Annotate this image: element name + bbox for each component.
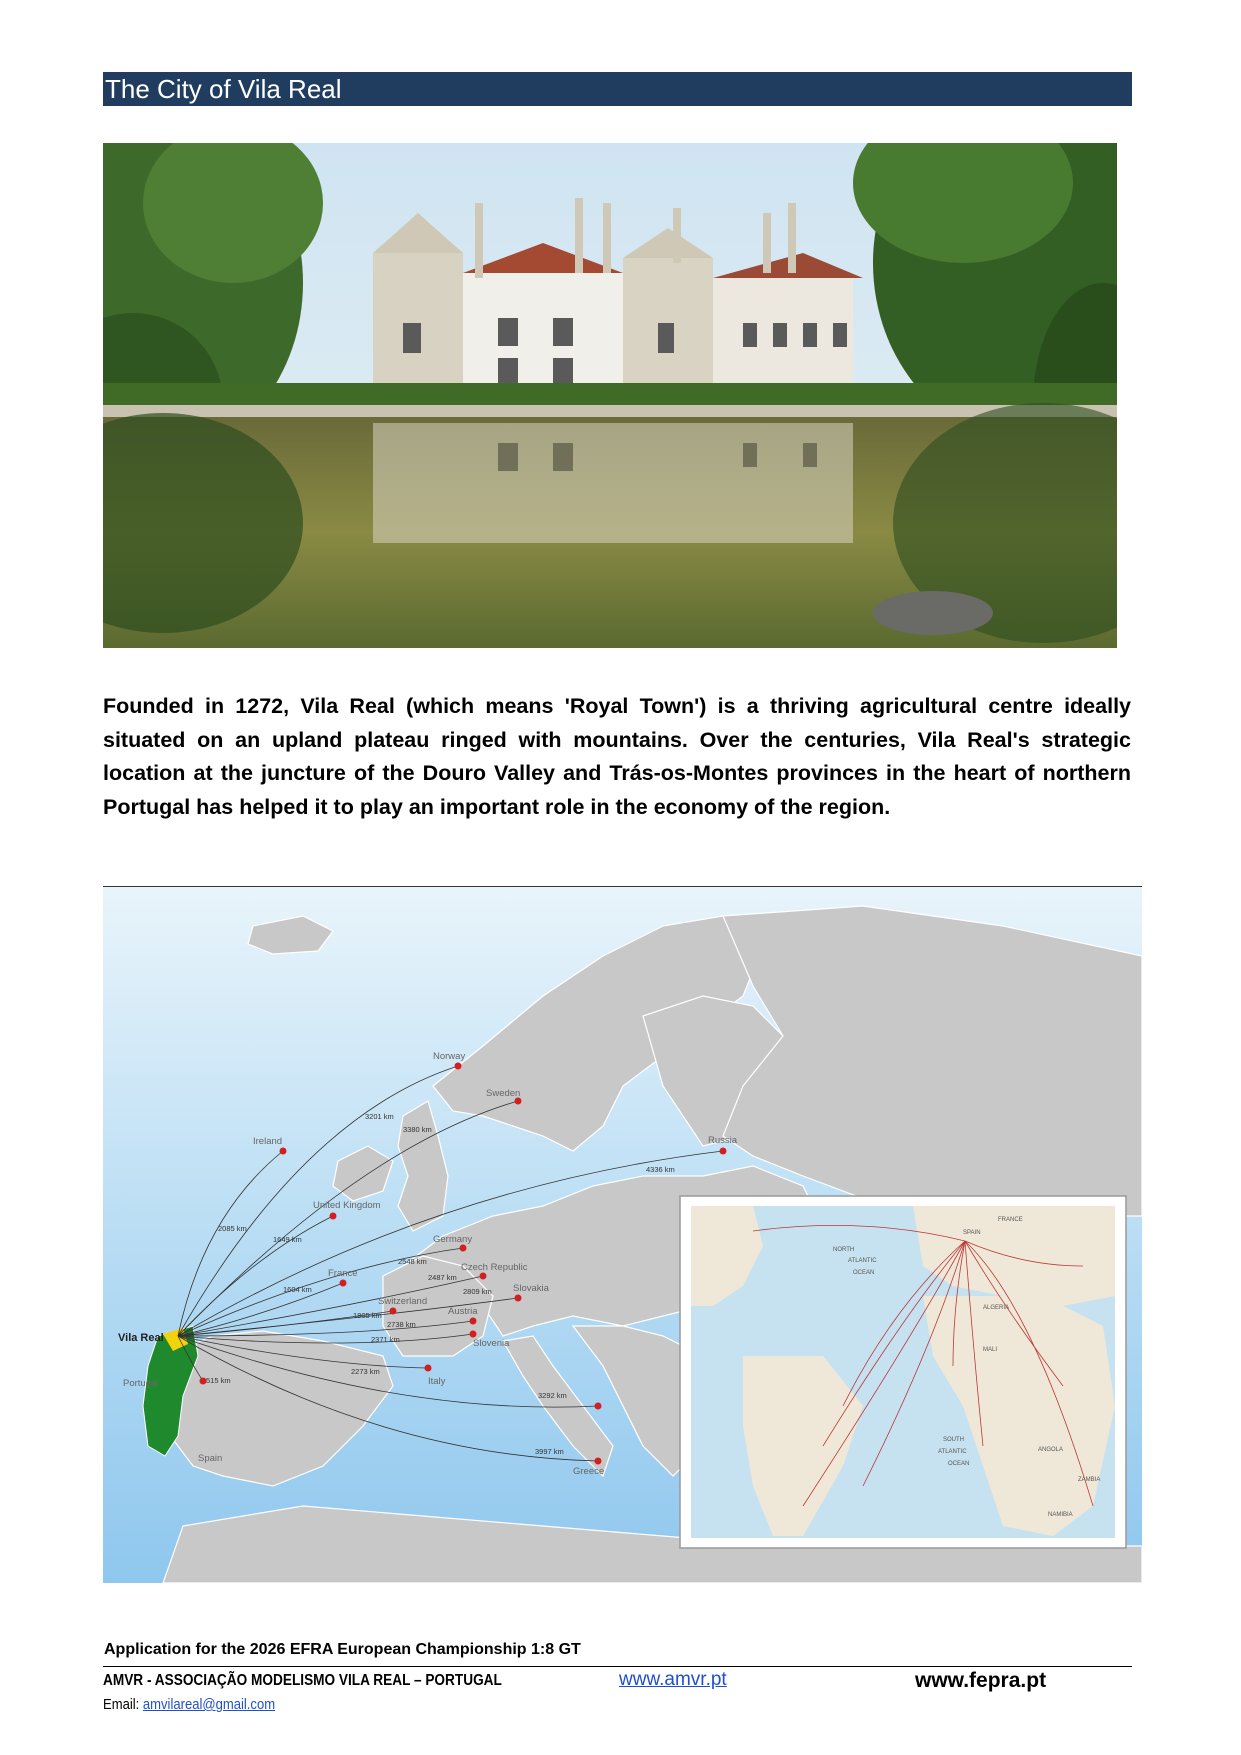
label-russia: Russia xyxy=(708,1135,738,1146)
fepra-website: www.fepra.pt xyxy=(915,1669,1047,1692)
label-germany: Germany xyxy=(433,1234,473,1245)
distance-slovenia: 2371 km xyxy=(371,1335,400,1344)
inset-label-algeria: ALGERIA xyxy=(983,1305,1010,1311)
inset-label-north: NORTH xyxy=(833,1247,855,1253)
label-greece: Greece xyxy=(573,1466,605,1477)
footer-organization: AMVR - ASSOCIAÇÃO MODELISMO VILA REAL – PORTUGAL xyxy=(103,1672,502,1689)
distance-bulgaria: 3292 km xyxy=(538,1391,567,1400)
europe-distance-map xyxy=(103,886,1142,1583)
label-spain: Spain xyxy=(198,1453,223,1464)
distance-czech: 2487 km xyxy=(428,1273,457,1282)
inset-label-france: FRANCE xyxy=(998,1217,1023,1223)
label-switzerland: Switzerland xyxy=(378,1296,428,1307)
distance-austria: 2738 km xyxy=(387,1320,416,1329)
amvr-website-link[interactable]: www.amvr.pt xyxy=(619,1669,727,1690)
distance-slovakia: 2809 km xyxy=(463,1287,492,1296)
distance-sweden: 3380 km xyxy=(403,1125,432,1134)
inset-label-atlantic-north: ATLANTIC xyxy=(848,1258,877,1264)
distance-switzerland: 1805 km xyxy=(353,1311,382,1320)
distance-russia: 4336 km xyxy=(646,1165,675,1174)
inset-label-ocean-south: OCEAN xyxy=(948,1461,970,1467)
palace-photo xyxy=(103,143,1117,648)
email-label: Email: xyxy=(103,1697,140,1713)
label-uk: United Kingdom xyxy=(313,1200,381,1211)
inset-label-mali: MALI xyxy=(983,1347,998,1353)
label-austria: Austria xyxy=(448,1306,478,1317)
label-slovenia: Slovenia xyxy=(473,1338,510,1349)
distance-spain: 515 km xyxy=(206,1376,231,1385)
email-link[interactable]: amvilareal@gmail.com xyxy=(142,1697,276,1713)
label-ireland: Ireland xyxy=(253,1136,283,1147)
distance-italy: 2273 km xyxy=(351,1367,380,1376)
label-vila-real: Vila Real xyxy=(118,1332,164,1344)
footer-application: Application for the 2026 EFRA European Championship 1:8 GT xyxy=(104,1641,581,1658)
label-slovakia: Slovakia xyxy=(513,1283,549,1294)
inset-label-spain: SPAIN xyxy=(963,1230,981,1236)
distance-norway: 3201 km xyxy=(365,1112,394,1121)
inset-label-angola: ANGOLA xyxy=(1038,1447,1064,1453)
label-italy: Italy xyxy=(428,1376,446,1387)
inset-label-namibia: NAMIBIA xyxy=(1048,1512,1073,1518)
label-france: France xyxy=(328,1268,358,1279)
distance-ireland: 2085 km xyxy=(218,1224,247,1233)
label-sweden: Sweden xyxy=(486,1088,521,1099)
section-title: The City of Vila Real xyxy=(105,74,342,104)
section-title-bar xyxy=(103,72,1132,106)
distance-greece: 3997 km xyxy=(535,1447,564,1456)
distance-uk: 1649 km xyxy=(273,1235,302,1244)
label-portugal: Portugal xyxy=(123,1378,159,1389)
label-norway: Norway xyxy=(433,1051,466,1062)
inset-label-zambia: ZAMBIA xyxy=(1078,1477,1101,1483)
inset-world-map xyxy=(680,1196,1126,1548)
distance-france: 1604 km xyxy=(283,1285,312,1294)
inset-label-ocean-north: OCEAN xyxy=(853,1270,875,1276)
intro-paragraph: Founded in 1272, Vila Real (which means 'Royal Town') is a thriving agricultural centre ideally situated on an upland plateau ringed with mountains. Over the centuries, Vila Real's strategic location at the juncture of the Douro Valley and Trás-os-Montes provinces in the heart of northern Portugal has helped it to play an important role in the economy of the region. xyxy=(103,694,1131,819)
inset-label-south: SOUTH xyxy=(943,1437,964,1443)
label-czech: Czech Republic xyxy=(461,1262,528,1273)
footer-email-row xyxy=(103,1697,275,1713)
footer-divider xyxy=(103,1666,1132,1667)
inset-label-atlantic-south: ATLANTIC xyxy=(938,1449,967,1455)
distance-germany: 2548 km xyxy=(398,1257,427,1266)
